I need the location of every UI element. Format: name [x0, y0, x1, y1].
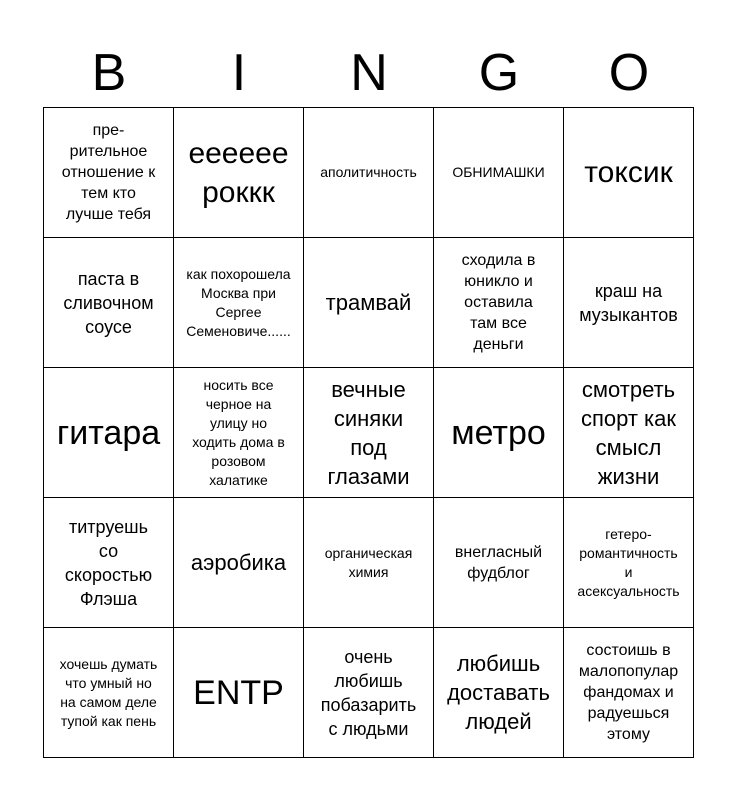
bingo-cell-text: аэробика	[190, 550, 287, 575]
bingo-cell-text: вечные синяки под глазами	[327, 376, 410, 489]
bingo-cell-text: пре- рительное отношение к тем кто лучше тебя	[61, 122, 156, 223]
bingo-cell-text: трамвай	[325, 290, 412, 315]
bingo-cell-text: смотреть спорт как смысл жизни	[580, 376, 677, 489]
bingo-cell-text: состоишь в малопопулар фандомах и радуешься этому	[578, 642, 679, 743]
bingo-cell-text: хочешь думать что умный но на самом деле тупой как пень	[59, 655, 158, 729]
title-letter-b: B	[91, 44, 127, 102]
bingo-cell[interactable]	[434, 498, 564, 628]
bingo-cell[interactable]	[304, 368, 434, 498]
bingo-cell[interactable]	[434, 108, 564, 238]
bingo-cell-text: ееееее роккк	[188, 136, 289, 209]
bingo-cell[interactable]	[174, 628, 304, 758]
bingo-cell[interactable]	[174, 108, 304, 238]
bingo-cell[interactable]	[564, 628, 694, 758]
bingo-cell-text: токсик	[584, 156, 673, 189]
bingo-cell[interactable]	[174, 368, 304, 498]
bingo-cell[interactable]	[564, 368, 694, 498]
bingo-cell[interactable]	[434, 628, 564, 758]
bingo-cell-text: метро	[451, 413, 546, 452]
bingo-cell-text: ОБНИМАШКИ	[452, 164, 545, 180]
bingo-cell[interactable]	[564, 238, 694, 368]
bingo-cell[interactable]	[564, 108, 694, 238]
bingo-cell-text: титруешь со скоростью Флэша	[64, 516, 153, 609]
bingo-cell[interactable]	[44, 238, 174, 368]
bingo-cell[interactable]	[44, 368, 174, 498]
bingo-cell-text: носить все черное на улицу но ходить дома в розовом халатике	[192, 376, 285, 488]
bingo-cell-text: внегласный фудблог	[454, 543, 543, 582]
bingo-cell-text: ENTP	[193, 673, 284, 712]
bingo-cell-text: гитара	[56, 413, 161, 452]
title-letter-i: I	[231, 44, 247, 102]
bingo-cell-text: гетеро- романтичность и асексуальность	[577, 525, 680, 599]
bingo-cell[interactable]	[304, 108, 434, 238]
title-letter-g: G	[478, 44, 520, 102]
bingo-title	[44, 40, 694, 106]
title-letter-o: O	[608, 44, 650, 102]
bingo-cell[interactable]	[304, 628, 434, 758]
bingo-cell-text: органическая химия	[324, 544, 413, 580]
bingo-cell-text: паста в сливочном соусе	[63, 268, 154, 337]
title-letter-n: N	[350, 44, 388, 102]
bingo-cell[interactable]	[304, 498, 434, 628]
bingo-cell[interactable]	[174, 498, 304, 628]
bingo-cell[interactable]	[174, 238, 304, 368]
bingo-cell-text: краш на музыкантов	[579, 280, 678, 325]
bingo-cell-text: сходила в юникло и оставила там все деньги	[461, 252, 536, 353]
bingo-cell[interactable]	[44, 108, 174, 238]
bingo-cell-text: как похорошела Москва при Сергее Семеновиче......	[186, 265, 291, 339]
bingo-cell[interactable]	[44, 498, 174, 628]
bingo-cell-text: любишь доставать людей	[447, 651, 550, 734]
bingo-cell[interactable]	[434, 368, 564, 498]
bingo-cell-text: очень любишь побазарить с людьми	[320, 646, 417, 739]
bingo-cell-text: аполитичность	[320, 164, 417, 180]
bingo-cell[interactable]	[304, 238, 434, 368]
bingo-cell[interactable]	[44, 628, 174, 758]
bingo-cell[interactable]	[434, 238, 564, 368]
bingo-grid	[43, 107, 694, 758]
bingo-cell[interactable]	[564, 498, 694, 628]
